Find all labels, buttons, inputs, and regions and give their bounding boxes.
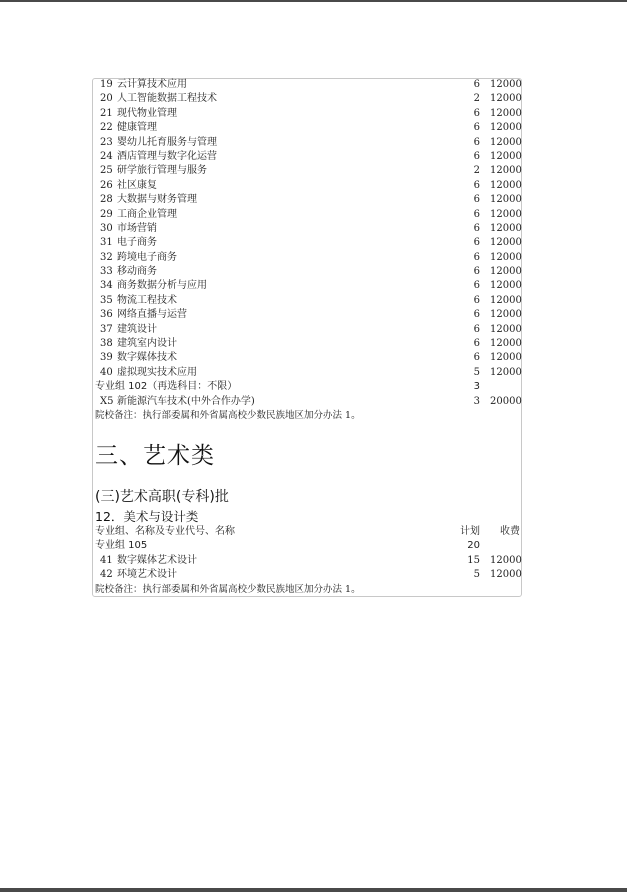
major-name: 健康管理 [117,122,157,134]
major-row [95,265,520,279]
major-row [95,136,520,150]
major-plan: 6 [473,280,480,292]
major-plan: 6 [473,150,480,162]
major-code: 26 [100,179,113,191]
major-name: 人工智能数据工程技术 [117,93,217,105]
major-plan: 6 [473,251,480,263]
major-fee: 12000 [490,107,522,119]
major-fee: 12000 [490,208,522,220]
major-fee: 12000 [490,338,522,350]
major-plan: 6 [473,179,480,191]
major-row [95,208,520,222]
major-group-105 [95,539,520,553]
major-fee: 12000 [490,179,522,191]
major-fee: 12000 [490,222,522,234]
note-text: 执行部委属和外省属高校少数民族地区加分办法 1。 [142,583,361,595]
major-row [95,351,520,365]
group-plan: 20 [467,540,480,552]
major-fee: 12000 [490,165,522,177]
major-group-102 [95,380,520,394]
major-fee: 12000 [490,569,522,581]
major-row [95,279,520,293]
major-fee: 12000 [490,251,522,263]
major-code: 23 [100,136,113,148]
major-fee: 12000 [490,93,522,105]
header-fee: 收费 [500,526,520,537]
major-plan: 2 [473,93,480,105]
major-name: 现代物业管理 [117,107,177,119]
subsection-title: (三)艺术高职(专科)批 [95,489,229,505]
major-row [95,78,520,92]
major-fee: 12000 [490,150,522,162]
major-plan: 6 [473,338,480,350]
group-label: 专业组 102（再选科目：不限） [95,381,238,393]
major-name: 网络直播与运营 [117,309,187,321]
major-code: 30 [100,222,113,234]
major-row [95,222,520,236]
major-fee: 12000 [490,237,522,249]
major-row [95,179,520,193]
major-name: 酒店管理与数字化运营 [117,150,217,162]
major-fee: 12000 [490,194,522,206]
major-name: 市场营销 [117,222,157,234]
major-name: 大数据与财务管理 [117,194,197,206]
major-plan: 6 [473,237,480,249]
major-fee: 12000 [490,79,522,90]
major-plan: 6 [473,122,480,134]
major-row [95,164,520,178]
header-plan: 计划 [460,526,480,537]
art-major-list [95,525,520,597]
major-row [95,568,520,582]
major-code: 40 [100,366,113,378]
bottom-edge-bar [0,888,627,892]
school-note [95,583,520,597]
major-row [95,554,520,568]
major-code: 24 [100,150,113,162]
major-code: 21 [100,107,113,119]
major-name: 新能源汽车技术(中外合作办学) [117,395,255,407]
major-code: 35 [100,294,113,306]
major-name: 商务数据分析与应用 [117,280,207,292]
major-code: 28 [100,194,113,206]
major-plan: 5 [473,569,480,581]
major-name: 工商企业管理 [117,208,177,220]
major-code: 32 [100,251,113,263]
major-code: 25 [100,165,113,177]
major-name: 电子商务 [117,237,157,249]
major-plan: 6 [473,323,480,335]
major-row [95,150,520,164]
major-fee: 12000 [490,266,522,278]
major-row [95,337,520,351]
major-code: 36 [100,309,113,321]
major-code: 41 [100,554,113,566]
major-name: 数字媒体技术 [117,352,177,364]
major-name: 建筑室内设计 [117,338,177,350]
major-plan: 6 [473,136,480,148]
note-label: 院校备注： [95,409,143,421]
major-plan: 6 [473,309,480,321]
major-plan: 2 [473,165,480,177]
major-code: 22 [100,122,113,134]
major-fee: 12000 [490,554,522,566]
major-plan: 6 [473,194,480,206]
group-plan: 3 [473,381,480,393]
major-name: 移动商务 [117,266,157,278]
major-code: 34 [100,280,113,292]
major-plan: 6 [473,208,480,220]
note-text: 执行部委属和外省属高校少数民族地区加分办法 1。 [142,409,361,421]
major-name: 云计算技术应用 [117,79,187,90]
major-name: 数字媒体艺术设计 [117,554,197,566]
major-code: 38 [100,338,113,350]
major-code: 20 [100,93,113,105]
major-name: 跨境电子商务 [117,251,177,263]
major-plan: 6 [473,222,480,234]
major-row [95,366,520,380]
major-fee: 12000 [490,352,522,364]
major-code: 31 [100,237,113,249]
school-note [95,409,520,423]
major-fee: 12000 [490,309,522,321]
table-header [95,525,520,539]
major-fee: 12000 [490,136,522,148]
major-code: 39 [100,352,113,364]
major-row [95,294,520,308]
major-row [95,323,520,337]
major-fee: 12000 [490,280,522,292]
major-row [95,308,520,322]
group-label: 专业组 105 [95,540,148,552]
section-title: 三、艺术类 [95,443,215,469]
major-row [95,251,520,265]
major-code: 42 [100,569,113,581]
major-plan: 6 [473,266,480,278]
major-row [95,236,520,250]
category-title: 12．美术与设计类 [95,509,199,524]
header-name: 专业组、名称及专业代号、名称 [95,526,235,537]
major-fee: 12000 [490,122,522,134]
major-plan: 3 [473,395,480,407]
major-name: 物流工程技术 [117,294,177,306]
major-name: 婴幼儿托育服务与管理 [117,136,217,148]
major-code: 37 [100,323,113,335]
major-name: 建筑设计 [117,323,157,335]
major-row [95,121,520,135]
major-plan: 6 [473,107,480,119]
major-plan: 6 [473,352,480,364]
note-label: 院校备注： [95,583,143,595]
major-code: 33 [100,266,113,278]
major-plan: 6 [473,294,480,306]
major-code: X5 [100,395,114,407]
major-row [95,107,520,121]
major-row [95,395,520,409]
major-row [95,92,520,106]
major-row [95,193,520,207]
major-code: 19 [100,79,113,90]
major-name: 环境艺术设计 [117,569,177,581]
major-plan: 5 [473,366,480,378]
top-edge-bar [0,0,627,2]
major-code: 29 [100,208,113,220]
major-list-top [95,78,520,423]
major-fee: 12000 [490,366,522,378]
major-fee: 12000 [490,323,522,335]
major-fee: 20000 [490,395,522,407]
major-name: 社区康复 [117,179,157,191]
major-name: 虚拟现实技术应用 [117,366,197,378]
major-plan: 15 [467,554,480,566]
major-plan: 6 [473,79,480,90]
major-fee: 12000 [490,294,522,306]
major-name: 研学旅行管理与服务 [117,165,207,177]
